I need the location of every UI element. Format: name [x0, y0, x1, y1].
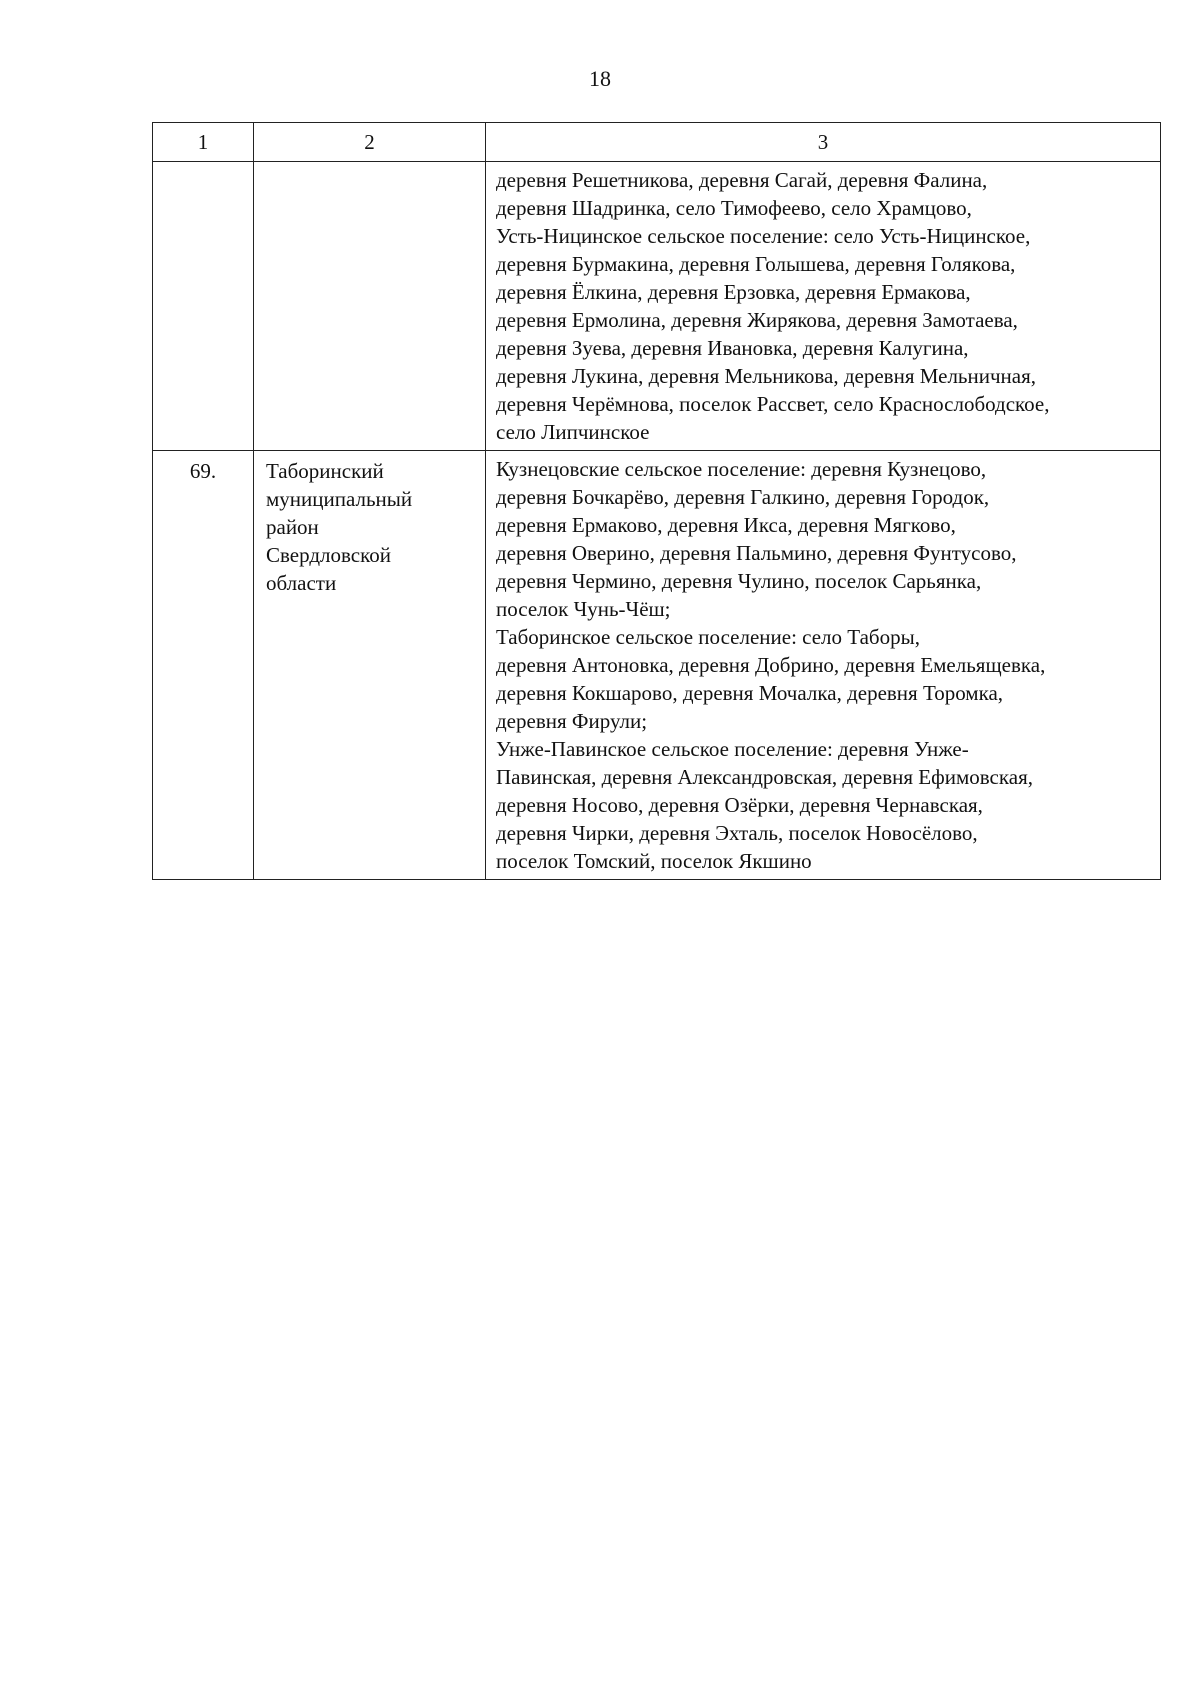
settlement-line: Павинская, деревня Александровская, деревня Ефимовская,: [496, 765, 1033, 789]
settlement-line: деревня Бочкарёво, деревня Галкино, деревня Городок,: [496, 485, 990, 509]
settlement-line: деревня Ермолина, деревня Жирякова, деревня Замотаева,: [496, 308, 1018, 332]
settlements-table: [152, 122, 1161, 880]
settlement-line: деревня Лукина, деревня Мельникова, деревня Мельничная,: [496, 364, 1037, 388]
district-name-line: Свердловской: [266, 543, 391, 567]
district-name-line: муниципальный: [266, 487, 413, 511]
settlement-line: Кузнецовские сельское поселение: деревня Кузнецово,: [496, 457, 987, 481]
settlement-line: деревня Чирки, деревня Эхталь, поселок Новосёлово,: [496, 821, 978, 845]
settlement-line: деревня Ермаково, деревня Икса, деревня Мягково,: [496, 513, 956, 537]
table-header-row: [153, 123, 1161, 162]
settlements-cell: [486, 162, 1161, 451]
settlement-line: деревня Шадринка, село Тимофеево, село Храмцово,: [496, 196, 972, 220]
settlement-line: деревня Черёмнова, поселок Рассвет, село Краснослободское,: [496, 392, 1050, 416]
district-name-line: области: [266, 571, 337, 595]
district-name-line: Таборинский: [266, 459, 384, 483]
page-number: 18: [589, 66, 611, 91]
settlement-line: деревня Ёлкина, деревня Ерзовка, деревня Ермакова,: [496, 280, 971, 304]
settlement-line: село Липчинское: [496, 420, 650, 444]
column-header-district: 2: [254, 123, 486, 162]
table-row: [153, 162, 1161, 451]
settlement-line: деревня Решетникова, деревня Сагай, деревня Фалина,: [496, 168, 988, 192]
settlement-line: Унже-Павинское сельское поселение: деревня Унже-: [496, 737, 969, 761]
district-name-cell: [254, 451, 486, 880]
table-body: [153, 162, 1161, 880]
settlement-line: деревня Кокшарово, деревня Мочалка, деревня Торомка,: [496, 681, 1004, 705]
district-name-cell: [254, 162, 486, 451]
settlement-line: Таборинское сельское поселение: село Таборы,: [496, 625, 920, 649]
settlement-line: поселок Томский, поселок Якшино: [496, 849, 812, 873]
settlement-line: деревня Зуева, деревня Ивановка, деревня Калугина,: [496, 336, 969, 360]
settlement-line: деревня Носово, деревня Озёрки, деревня Чернавская,: [496, 793, 983, 817]
district-name-line: район: [266, 515, 319, 539]
settlement-line: деревня Оверино, деревня Пальмино, деревня Фунтусово,: [496, 541, 1017, 565]
settlement-line: поселок Чунь-Чёш;: [496, 597, 671, 621]
settlement-line: деревня Антоновка, деревня Добрино, деревня Емельящевка,: [496, 653, 1046, 677]
table-row: [153, 451, 1161, 880]
settlement-line: деревня Бурмакина, деревня Голышева, деревня Голякова,: [496, 252, 1016, 276]
row-number-cell: [153, 162, 254, 451]
settlement-line: Усть-Ницинское сельское поселение: село Усть-Ницинское,: [496, 224, 1031, 248]
column-header-number: 1: [153, 123, 254, 162]
column-header-settlements: 3: [486, 123, 1161, 162]
settlement-line: деревня Чермино, деревня Чулино, поселок Сарьянка,: [496, 569, 982, 593]
settlement-line: деревня Фирули;: [496, 709, 648, 733]
row-number-cell: 69.: [153, 451, 254, 880]
settlements-cell: [486, 451, 1161, 880]
